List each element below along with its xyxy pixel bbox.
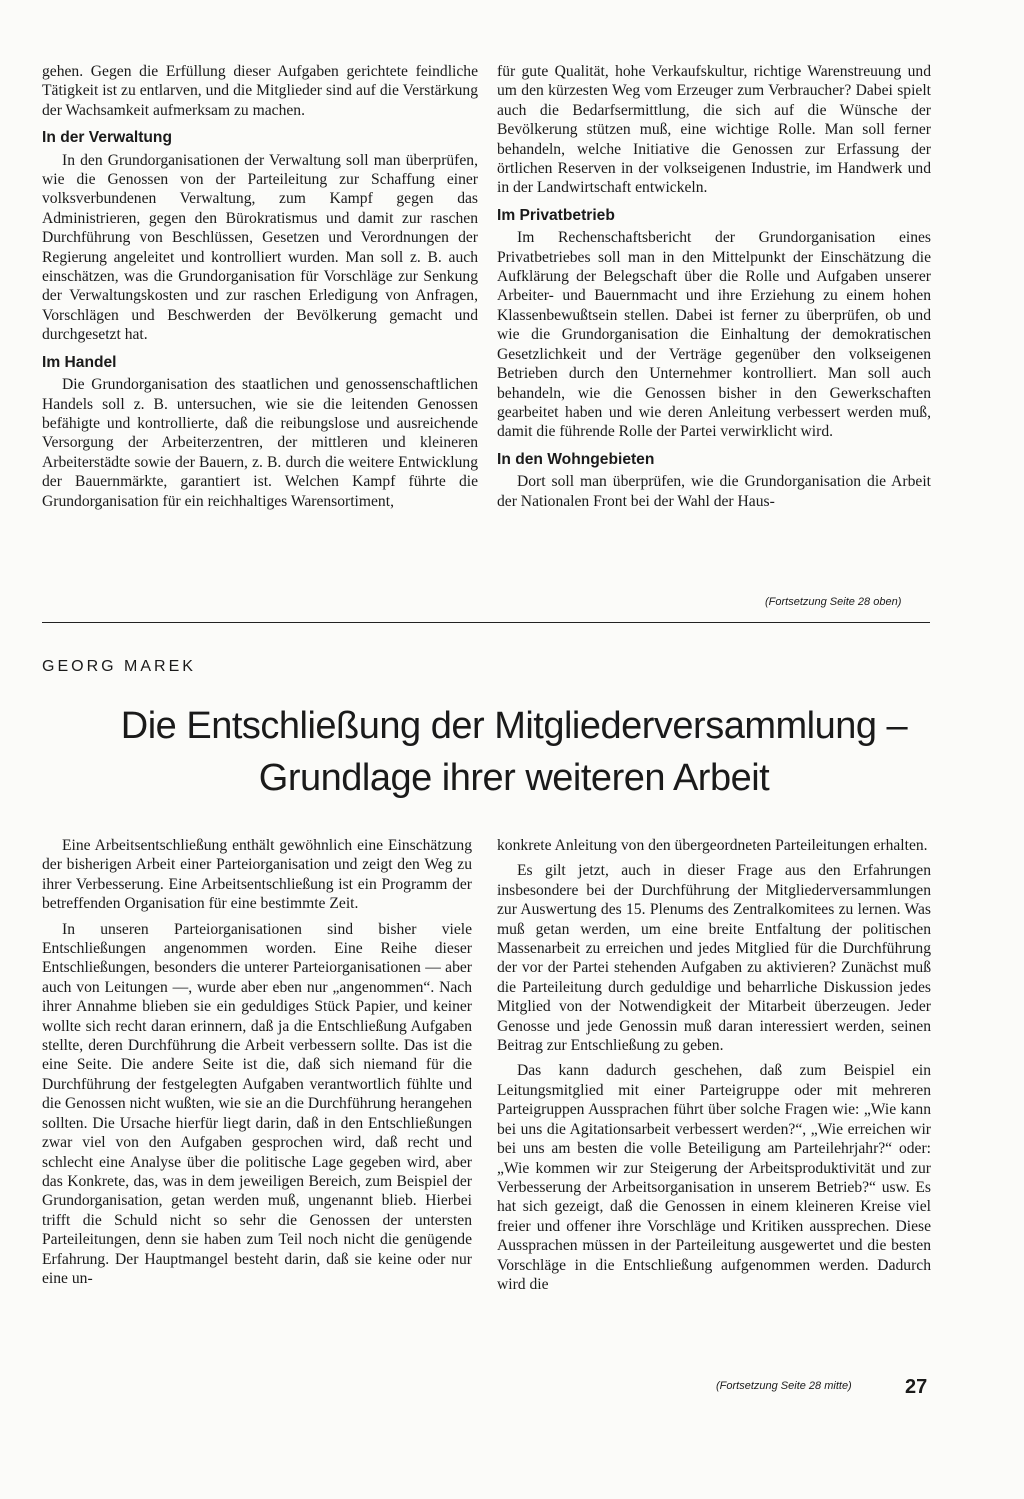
article-right-column [497,836,931,1300]
paragraph-handel: Die Grundorganisation des staatlichen und genossenschaftlichen Handels soll z. B. untersuchen, wie sie die leitenden Genossen befähigte und kontrollierte, daß die reibungslose und ausreichende Versorgung der Arbeiterzentren, der mittleren und kleineren Arbeiterstädte sowie der Bauern, z. B. durch die weitere Entwicklung der Bauernmärkte, garantiert ist. Welchen Kampf führte die Grundorganisation für ein reichhaltiges Warensortiment, [42,376,478,510]
heading-verwaltung: In der Verwaltung [42,129,172,147]
article-title [34,700,994,804]
paragraph-verwaltung: In den Grundorganisationen der Verwaltung soll man überprüfen, wie die Genossen von der Parteileitung zur Schaffung einer volksverbundenen Verwaltung, zum Kampf gegen das Administrieren, gegen den Bürokratismus und damit zur raschen Durchführung von Beschlüssen, Gesetzen und Verordnungen der Regierung angeleitet und kontrolliert wurden. Man soll z. B. auch einschätzen, was die Grundorganisation für Vorschläge zur Senkung der Verwaltungskosten und zur raschen Erledigung von Anfragen, Vorschlägen und Beschwerden der Bevölkerung gemacht und durchgesetzt hat. [42,151,478,344]
article-title-line1: Die Entschließung der Mitgliederversammlung – [120,705,908,747]
article-paragraph-4: Es gilt jetzt, auch in dieser Frage aus den Erfahrungen insbesondere bei der Durchführung der Mitgliederversammlungen zur Auswertung des 15. Plenums des Zentralkomitees zu lernen. Was muß getan werden, um eine breite Entfaltung der politischen Massenarbeit zu erreichen und jedes Mitglied für die Durchführung der vor der Partei stehenden Aufgaben zu aktivieren? Zunächst muß die Parteileitung durch geduldige und beharrliche Diskussion jedes Mitglied von der Notwendigkeit der Mitarbeit überzeugen. Jeder Genosse und jede Genossin muß daran interessiert werden, seinen Beitrag zur Entschließung zu geben. [497,862,931,1055]
top-right-column [497,62,931,517]
article-left-column [42,836,472,1294]
top-left-column [42,62,478,517]
heading-wohngebiete: In den Wohngebieten [497,450,655,468]
paragraph-privatbetrieb: Im Rechenschaftsbericht der Grundorganisation eines Privatbetriebes soll man in den Mittelpunkt der Einschätzung die Aufklärung der Belegschaft über die Rolle und Aufgaben unserer Arbeiter- und Bauernmacht und ihre Erziehung zu einem hohen Klassenbewußtsein stellen. Dabei ist ferner zu überprüfen, ob und wie die Grundorganisation die Einhaltung der demokratischen Gesetzlichkeit und der Verträge gegenüber den volkseigenen Betrieben durch den Unternehmer kontrolliert. Man soll auch behandeln, wie die Genossen bisher in den Gewerkschaften gearbeitet haben und wie deren Anleitung verbessert werden muß, damit die führende Rolle der Partei verwirklicht wird. [497,229,931,441]
paragraph-intro: gehen. Gegen die Erfüllung dieser Aufgaben gerichtete feindliche Tätigkeit ist zu entlarven, und die Mitglieder sind auf die Verstärkung der Wachsamkeit aufmerksam zu machen. [42,63,478,119]
heading-handel: Im Handel [42,353,117,371]
continuation-note-top: (Fortsetzung Seite 28 oben) [765,596,902,608]
section-divider [42,622,930,623]
article-paragraph-2: In unseren Parteiorganisationen sind bisher viele Entschließungen angenommen worden. Eine Reihe dieser Entschließungen, besonders die unterer Parteiorganisationen — aber auch von Leitungen —, wurde aber eben nur „angenommen“. Nach ihrer Annahme blieben sie ein geduldiges Stück Papier, und keiner wollte sich recht daran erinnern, daß ja die Entschließung Aufgaben stellte, deren Durchführung die Arbeit verbessern sollte. Das ist die eine Seite. Die andere Seite ist die, daß sich niemand für die Durchführung der festgelegten Aufgaben verantwortlich fühlte und die Genossen nicht wußten, wie sie an die Durchführung herangehen sollten. Die Ursache hierfür liegt darin, daß in den Entschließungen zwar viel von den Aufgaben gesprochen wird, daß recht und schlecht eine Analyse über die politische Lage gegeben wird, aber das Konkrete, das, was in dem jeweiligen Bereich, zum Beispiel der Grundorganisation, getan werden muß, ungenannt blieb. Hierbei trifft die Schuld nicht so sehr die Genossen der untersten Parteileitungen, denn sie haben zum Teil noch nicht die genügende Erfahrung. Der Hauptmangel besteht darin, daß sie keine oder nur eine un- [42,920,472,1287]
article-paragraph-3: konkrete Anleitung von den übergeordneten Parteileitungen erhalten. [497,837,928,854]
paragraph-handel-continued: für gute Qualität, hohe Verkaufskultur, richtige Warenstreuung und um den kürzesten Weg vom Erzeuger zum Verbraucher? Dabei spielt auch die Bedarfsermittlung, die sich auf die Wünsche der Bevölkerung stützen muß, eine wichtige Rolle. Man soll ferner behandeln, welche Initiative die Genossen zur Erfassung der örtlichen Reserven in der volkseigenen Industrie, im Handwerk und in der Landwirtschaft entwickeln. [497,63,931,197]
article-title-line2: Grundlage ihrer weiteren Arbeit [258,757,770,799]
article-author: GEORG MAREK [42,658,196,675]
article-paragraph-1: Eine Arbeitsentschließung enthält gewöhnlich eine Einschätzung der bisherigen Arbeit einer Parteiorganisation und zeigt den Weg zu ihrer Verbesserung. Eine Arbeitsentschließung ist ein Programm der betreffenden Organisation für eine bestimmte Zeit. [42,837,472,913]
article-paragraph-5: Das kann dadurch geschehen, daß zum Beispiel ein Leitungsmitglied mit einer Parteigruppe oder mit mehreren Parteigruppen Aussprachen führt über solche Fragen wie: „Wie kann bei uns die Agitationsarbeit verbessert werden?“, „Wie erreichen wir bei uns am besten die volle Beteiligung am Parteilehrjahr?“ oder: „Wie kommen wir zur Steigerung der Arbeitsproduktivität und zur Verbesserung der Arbeitsorganisation in unserem Betrieb?“ usw. Es hat sich gezeigt, daß die Genossen in einem kleineren Kreise viel freier und offener ihre Vorschläge und Kritiken aussprechen. Diese Aussprachen müssen in der Parteileitung ausgewertet und die besten Vorschläge in die Entschließung aufgenommen werden. Dadurch wird die [497,1062,931,1293]
page-number: 27 [905,1376,928,1398]
continuation-note-bottom: (Fortsetzung Seite 28 mitte) [716,1380,852,1392]
heading-privatbetrieb: Im Privatbetrieb [497,206,615,224]
paragraph-wohngebiete: Dort soll man überprüfen, wie die Grundorganisation die Arbeit der Nationalen Front bei der Wahl der Haus- [497,473,931,510]
